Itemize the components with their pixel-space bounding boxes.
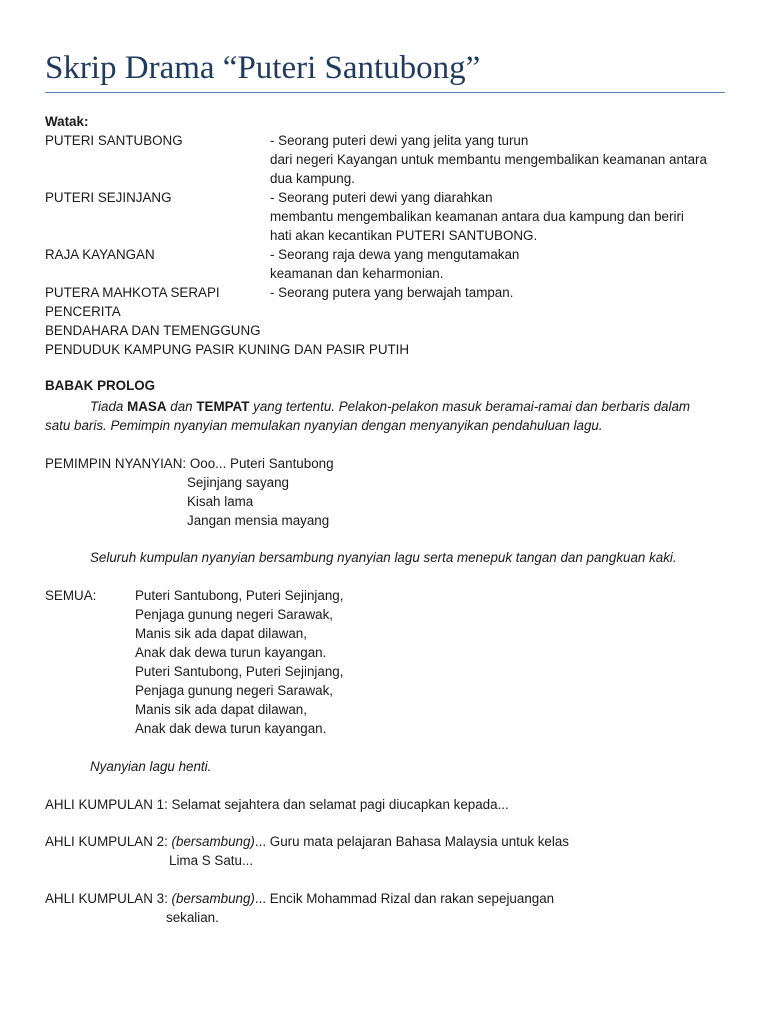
cast-row bbox=[45, 188, 735, 245]
speaker-name: AHLI KUMPULAN 3: bbox=[45, 891, 168, 906]
title-underline bbox=[45, 92, 725, 93]
cast-heading: Watak: bbox=[45, 114, 89, 129]
speaker-name: SEMUA: bbox=[45, 588, 97, 603]
lyric-line: Jangan mensia mayang bbox=[187, 513, 330, 528]
lyric-line: Penjaga gunung negeri Sarawak, bbox=[135, 683, 334, 698]
speech-note: (bersambung) bbox=[171, 834, 255, 849]
lyric-line: Ooo... Puteri Santubong bbox=[189, 456, 334, 471]
character-description bbox=[270, 245, 735, 283]
description-line: - Seorang putera yang berwajah tampan. bbox=[270, 285, 514, 300]
lyric-line: Sejinjang sayang bbox=[187, 475, 289, 490]
prolog-section bbox=[45, 376, 735, 395]
description-line: - Seorang puteri dewi yang jelita yang turun bbox=[270, 133, 529, 148]
speech-text: Selamat sejahtera dan selamat pagi diucapkan kepada... bbox=[167, 797, 509, 812]
dialogue-entry bbox=[45, 832, 735, 870]
dialogue-entry bbox=[45, 889, 735, 927]
dialogue-entry bbox=[45, 795, 735, 814]
cast-section bbox=[45, 112, 735, 131]
cast-list bbox=[45, 131, 735, 359]
lyric-line: Anak dak dewa turun kayangan. bbox=[135, 721, 327, 736]
speaker-name: AHLI KUMPULAN 2: bbox=[45, 834, 168, 849]
character-name: PUTERI SANTUBONG bbox=[45, 133, 183, 148]
cast-row bbox=[45, 131, 735, 150]
cast-row bbox=[45, 245, 735, 283]
chorus-lyrics bbox=[135, 586, 343, 738]
character-description bbox=[270, 283, 735, 302]
cast-row bbox=[45, 150, 735, 188]
speech-text: sekalian. bbox=[166, 910, 219, 925]
stage-direction: Seluruh kumpulan nyanyian bersambung nyanyian lagu serta menepuk tangan dan pangkuan kaki. bbox=[90, 550, 677, 565]
prolog-stage-direction bbox=[45, 397, 735, 435]
lyric-line: Puteri Santubong, Puteri Sejinjang, bbox=[135, 588, 344, 603]
keyword-masa: MASA bbox=[127, 399, 167, 414]
character-name: PENCERITA bbox=[45, 304, 121, 319]
lyric-line: Anak dak dewa turun kayangan. bbox=[135, 645, 327, 660]
speech-note: (bersambung) bbox=[171, 891, 255, 906]
character-name: BENDAHARA DAN TEMENGGUNG bbox=[45, 323, 261, 338]
stage-direction: Nyanyian lagu henti. bbox=[90, 759, 212, 774]
speech-line bbox=[45, 454, 735, 473]
speaker-name: AHLI KUMPULAN 1: bbox=[45, 797, 168, 812]
lyric-line: Manis sik ada dapat dilawan, bbox=[135, 702, 307, 717]
speech-line bbox=[45, 795, 735, 814]
leader-song bbox=[45, 454, 735, 530]
lyric-line: Manis sik ada dapat dilawan, bbox=[135, 626, 307, 641]
description-line: dari negeri Kayangan untuk membantu mengembalikan keamanan antara bbox=[270, 152, 707, 167]
speech-line bbox=[45, 832, 735, 851]
direction-line: Tiada MASA dan TEMPAT yang tertentu. Pelakon-pelakon masuk beramai-ramai dan berbaris dalam bbox=[90, 399, 691, 414]
cast-row bbox=[45, 283, 735, 302]
description-line: dua kampung. bbox=[270, 171, 355, 186]
document-title: Skrip Drama “Puteri Santubong” bbox=[45, 50, 481, 86]
description-line: - Seorang puteri dewi yang diarahkan bbox=[270, 190, 493, 205]
description-line: - Seorang raja dewa yang mengutamakan bbox=[270, 247, 520, 262]
description-line: keamanan dan keharmonian. bbox=[270, 266, 444, 281]
character-description bbox=[270, 131, 735, 150]
prolog-heading: BABAK PROLOG bbox=[45, 378, 156, 393]
lyric-line: Kisah lama bbox=[187, 494, 254, 509]
speaker-name: PEMIMPIN NYANYIAN: bbox=[45, 456, 187, 471]
lyric-line: Penjaga gunung negeri Sarawak, bbox=[135, 607, 334, 622]
speech-text: ... Guru mata pelajaran Bahasa Malaysia untuk kelas bbox=[254, 834, 569, 849]
description-line: hati akan kecantikan PUTERI SANTUBONG. bbox=[270, 228, 538, 243]
lyric-line: Puteri Santubong, Puteri Sejinjang, bbox=[135, 664, 344, 679]
character-name: PUTERI SEJINJANG bbox=[45, 190, 172, 205]
speech-text: ... Encik Mohammad Rizal dan rakan sepejuangan bbox=[254, 891, 555, 906]
character-name: PUTERA MAHKOTA SERAPI bbox=[45, 285, 220, 300]
character-name: PENDUDUK KAMPUNG PASIR KUNING DAN PASIR PUTIH bbox=[45, 342, 410, 357]
keyword-tempat: TEMPAT bbox=[196, 399, 250, 414]
description-line: membantu mengembalikan keamanan antara dua kampung dan beriri bbox=[270, 209, 684, 224]
speech-text: Lima S Satu... bbox=[169, 853, 254, 868]
character-name: RAJA KAYANGAN bbox=[45, 247, 155, 262]
direction-line: satu baris. Pemimpin nyanyian memulakan nyanyian dengan menyanyikan pendahuluan lagu. bbox=[45, 418, 603, 433]
character-description bbox=[270, 188, 735, 245]
speech-line bbox=[45, 889, 735, 908]
